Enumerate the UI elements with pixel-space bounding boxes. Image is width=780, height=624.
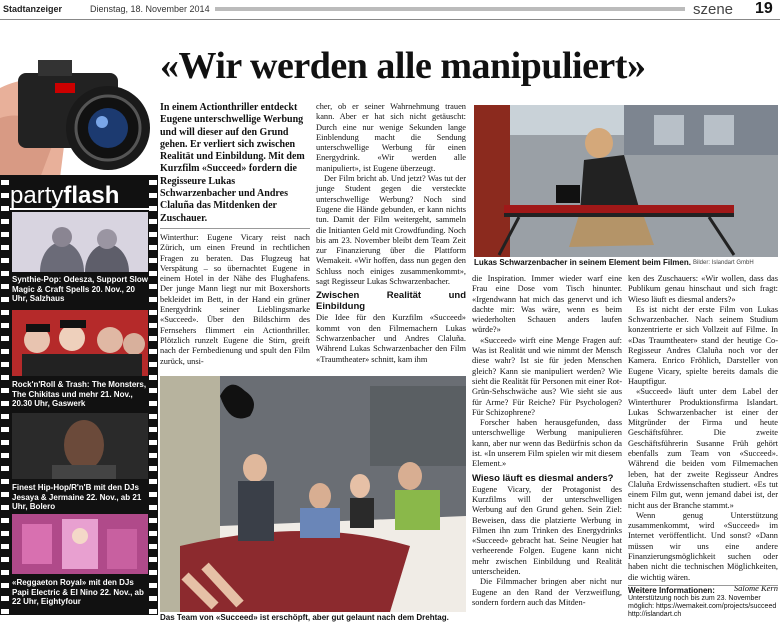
- col4-paragraph-b: Es ist nicht der erste Film von Lukas Schwarzenbacher. Nach seinem Studium konzentrierte er sich Vollzeit auf Filme. In «Das Traumtheater» stand der heutige Co-Regisseur Andres Claluña noch vor der Kamera. Enrico Fröhlich, Darsteller von Eugene Vicary, spielte bereits damals die Hauptfigur.: [628, 304, 778, 386]
- hiphop-dj-photo: [12, 413, 148, 479]
- subhead-why: Wieso läuft es diesmal anders?: [472, 472, 614, 484]
- col2-paragraph-b: Der Film bricht ab. Und jetzt? Was tut der junge Student gegen die versteckte unterschwellige Werbung? Noch sind Eugene die Hände gebunden, er kann nichts tun. Damit der Film weitergeht, sammeln die Initianten Geld mit Crowdfunding. Noch bis am 23. November bleibt dem Team Zeit zur Finanzierung über die Plattform Wemakeit. «Wir hoffen, dass nun gegen den Schluss noch einiges zusammenkommt», sagt Regisseur Lukas Schwarzenbacher.: [316, 174, 466, 287]
- body-column-4: [628, 274, 778, 593]
- issue-date: Dienstag, 18. November 2014: [90, 4, 210, 14]
- info-box: [628, 582, 778, 619]
- photo1-credit: Bilder: Islandart GmbH: [693, 260, 754, 266]
- author-signature: Salome Kern: [733, 582, 778, 593]
- party-caption-2: Rock'n'Roll & Trash: The Monsters, The Chikitas und mehr 21. Nov., 20.30 Uhr, Gaswerk: [12, 380, 147, 408]
- odesza-photo: [12, 212, 148, 272]
- film-perforation-left: [1, 175, 9, 615]
- party-caption-3: Finest Hip-Hop/R'n'B mit den DJs Jesaya & Jermaine 22. Nov., ab 21 Uhr, Bolero: [12, 483, 142, 511]
- section-name: szene: [693, 1, 734, 18]
- team-hotel-photo: [160, 376, 466, 612]
- col2-paragraph-a: cher, ob er seiner Wahrnehmung trauen kann. Aber er hat sich nicht getäuscht: Durch eine nur wenige Sekunden lange Einblendung macht die Sendung unterschwellige Werbung für einen Energydrink. «Wir werden alle manipuliert», ist Eugene überzeugt.: [316, 102, 466, 173]
- photo1-caption: Lukas Schwarzenbacher in seinem Element beim Filmen.: [474, 258, 691, 267]
- reggaeton-photo: [12, 514, 148, 574]
- photo2-caption: Das Team von «Succeed» ist erschöpft, aber gut gelaunt nach dem Drehtag.: [160, 613, 449, 622]
- lead-paragraph: In einem Actionthriller entdeckt Eugene unterschwellige Werbung und will dieser auf den Grund gehen. Er verliert sich zwischen Realität und Einbildung. Mit dem Kurzfilm «Succeed» fordern die Regisseure Lukas Schwarzenbacher und Andres Claluña das Mitdenken der Zuschauer.: [160, 102, 305, 224]
- subhead-reality: Zwischen Realität und Einbildung: [316, 290, 466, 313]
- col2-paragraph-c: Die Idee für den Kurzfilm «Succeed» kommt von den Filmemachern Lukas Schwarzenbacher und Andres Claluña. Während Lukas Schwarzenbacher den Film «Traumtheater» schnitt, kam ihm: [316, 313, 466, 364]
- party-caption-4: «Reggaeton Royal» mit den DJs Papi Electric & El Nino 22. Nov., ab 22 Uhr, Eightyfour: [12, 578, 144, 606]
- partyflash-title-b: flash: [63, 182, 120, 209]
- col4-paragraph-c: «Succeed» läuft unter dem Label der Winterthurer Produktionsfirma Islandart. Lukas Schwarzenbacher ist einer der Mitgründer der Firma und heute Geschäftsführer. Die zweite Geschäftsführerin Susanne Früh gehört ebenfalls zum Team von «Succeed». Während die beiden vom Filmemachen leben, hat der zweite Regisseur Andres Claluña Erdwissenschaften studiert. «Es tut einem Film gut, wenn jemand dabei ist, der nicht aus der Branche stammt.»: [628, 387, 778, 510]
- camera-hand-photo: [0, 28, 160, 178]
- col3-paragraph-c: Forscher haben herausgefunden, dass unterschwellige Werbung manipulieren kann, aber nur wenn das Bedürfnis schon da ist. «In unserem Film spielen wir mit diesem Element.»: [472, 418, 622, 469]
- info-text: Unterstützung noch bis zum 23. November möglich: https://wemakeit.com/projects/succeed http://islandart.ch: [628, 595, 777, 618]
- partyflash-title: [10, 182, 150, 210]
- col4-paragraph-a: ken des Zuschauers: «Wir wollen, dass das Publikum genau hinschaut und sich fragt: Wieso läuft es diesmal anders?»: [628, 274, 778, 304]
- info-title: Weitere Informationen:: [628, 586, 715, 595]
- headline: «Wir werden alle manipuliert»: [160, 45, 646, 87]
- monsters-photo: [12, 310, 148, 376]
- col3-paragraph-a: die Inspiration. Immer wieder warf eine Frau eine Dose vom Tisch hinunter. «Irgendwann hat mich das genervt und ich dachte mir: Was wäre, wenn es beim wiederholten Schauen anders laufen würde?»: [472, 274, 622, 335]
- col3-paragraph-b: «Succeed» wirft eine Menge Fragen auf: Was ist Realität und wie nimmt der Mensch diese wahr? Ist sie für jeden Menschen gleich? Kann sie manipuliert werden? Wie sieht die Realität für Personen mit einer Rot-Grün-Sehschwäche aus? Wie sieht sie aus für Arme? Für Reiche? Für Psychologen? Für Schizophrene?: [472, 335, 623, 417]
- body-column-1: Winterthur: Eugene Vicary reist nach Zürich, um einen Freund in rechtlichen Fragen zu beraten. Das Flugzeug hat Verspätung – so übernachtet Eugene in einem Hotel in der Nähe des Flughafens. Der junge Mann liegt nur mit Boxershorts bekleidet im Bett, in der Hand ein grüner Energydrink seiner Lieblingsmarke «Succeed». Über den Bildschirm des Fernsehers flimmert ein Actionthriller. Plötzlich runzelt Eugene die Stirn, greift nach der Fernbedienung und spult den Film zurück, unsi-: [160, 233, 310, 366]
- body-column-2: [316, 102, 466, 365]
- partyflash-title-a: party: [10, 182, 64, 209]
- col3-paragraph-e: Die Filmmacher bringen aber nicht nur Eugene an den Rand der Verzweiflung, sondern fordern auch das Mitden-: [472, 577, 622, 607]
- lead-divider: [160, 228, 310, 229]
- paper-name: Stadtanzeiger: [3, 4, 63, 14]
- page-number: 19: [755, 0, 773, 17]
- col3-paragraph-d: Eugene Vicary, der Protagonist des Kurzfilms will der unterschwelligen Werbung auf den Grund gehen. Sein Ziel: Beweisen, dass die platzierte Werbung in Filmen ihn zum Trinken des Energydrinks «Succeed» gebracht hat. Seine Neugier hat verheerende Folgen. Eugene kann nicht mehr zwischen Einbildung und Realität unterscheiden.: [472, 484, 622, 577]
- body-column-3: [472, 274, 622, 608]
- filming-photo: [474, 105, 778, 257]
- header-rule: [215, 7, 685, 11]
- party-caption-1: Synthie-Pop: Odesza, Support Slow Magic & Craft Spells 20. Nov., 20 Uhr, Salzhaus: [12, 275, 149, 303]
- col4-paragraph-d: Wenn genug Unterstützung zusammenkommt, wird «Succeed» im Internet veröffentlicht. Und sonst? «Dann müssen wir uns eine andere Finanzierungsmöglichkeit suchen oder haben nicht die technischen Möglichkeiten, die wichtig wären.: [628, 510, 778, 582]
